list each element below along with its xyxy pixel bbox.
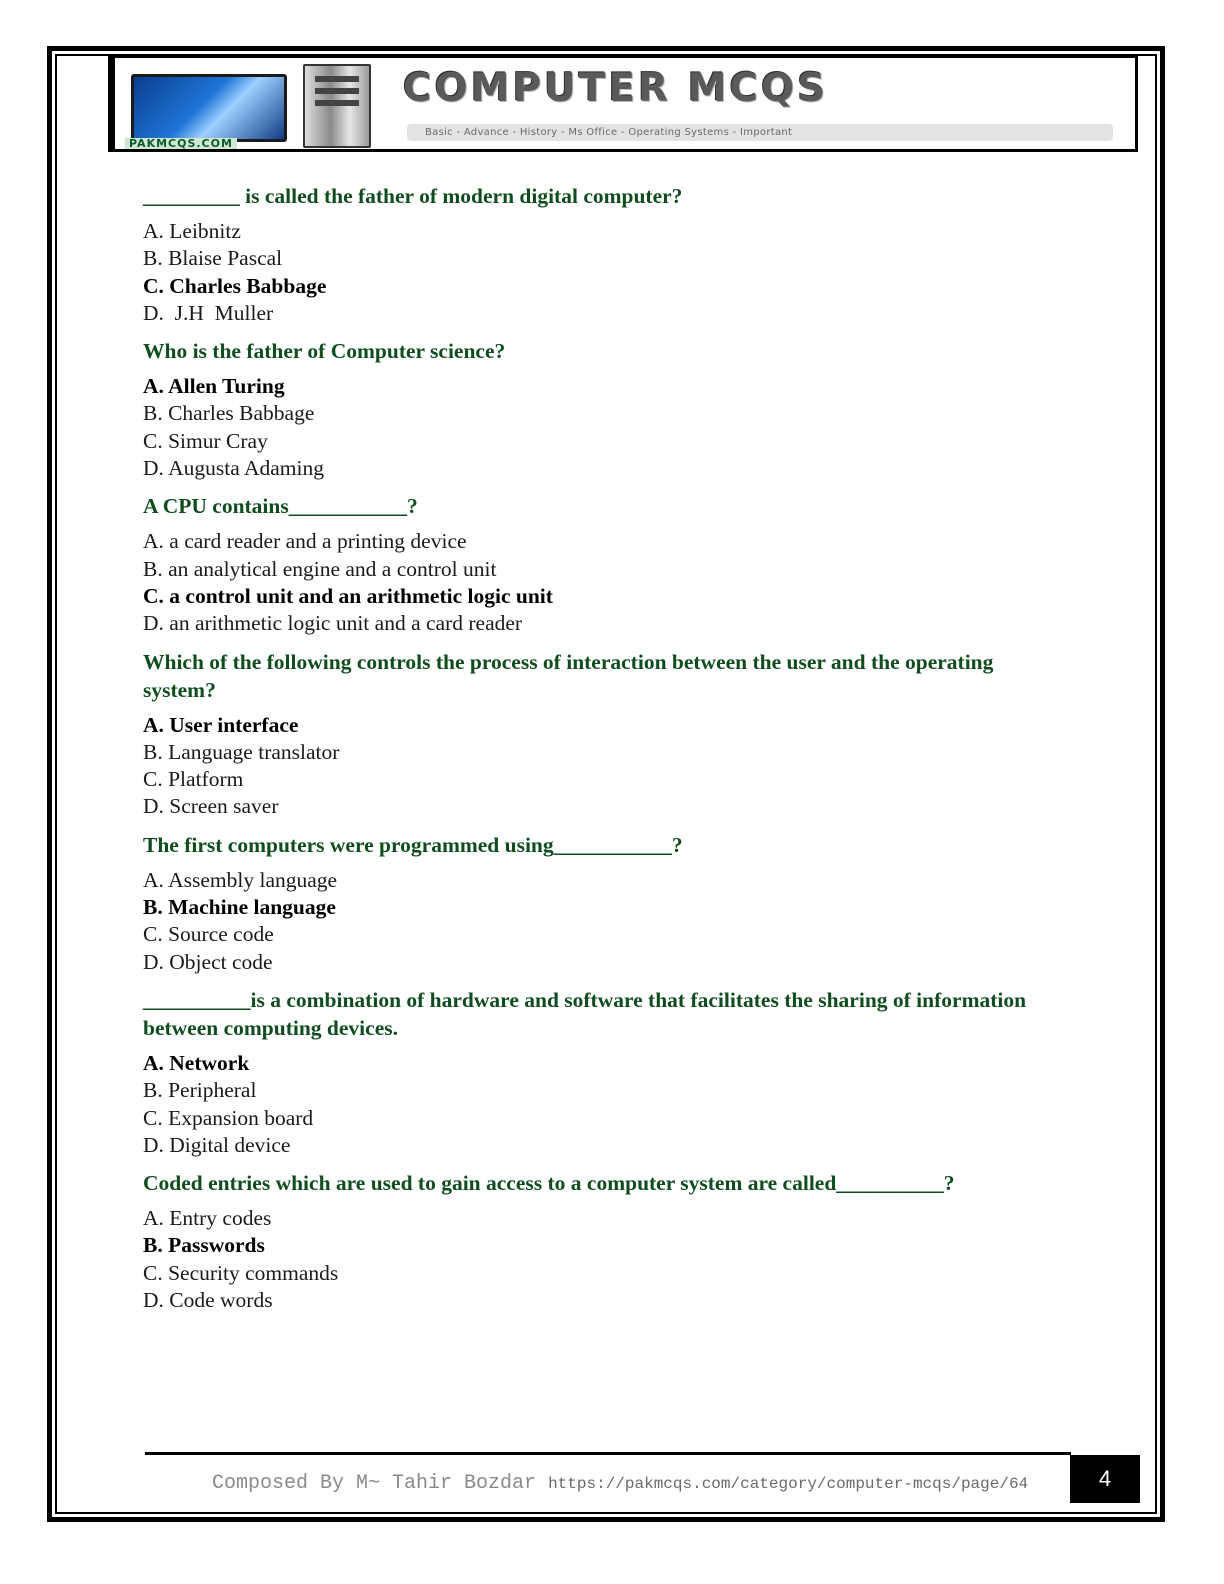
option: B. Peripheral	[143, 1078, 257, 1103]
option: C. Expansion board	[143, 1105, 314, 1130]
question-text: __________is a combination of hardware and software that facilitates the sharing of information between computing devices.	[143, 987, 1027, 1040]
question-text: _________ is called the father of modern digital computer?	[143, 184, 683, 208]
page-number: 4	[1070, 1455, 1140, 1503]
banner-title: COMPUTER MCQS	[403, 66, 829, 111]
option-list	[143, 867, 1043, 976]
option-list	[143, 218, 1043, 327]
option-list	[143, 712, 1043, 821]
option-list	[143, 1205, 1043, 1314]
correct-option: C. a control unit and an arithmetic logic unit	[143, 583, 553, 608]
footer-url[interactable]: https://pakmcqs.com/category/computer-mcqs/page/64	[548, 1475, 1029, 1493]
correct-option: B. Machine language	[143, 895, 336, 920]
header-left-bar	[111, 58, 115, 149]
mcq-item	[143, 648, 1043, 821]
option: C. Source code	[143, 922, 274, 947]
option: A. Assembly language	[143, 867, 338, 892]
mcq-item	[143, 182, 1043, 327]
correct-option: A. User interface	[143, 712, 299, 737]
option-list	[143, 373, 1043, 482]
question-text: The first computers were programmed using___________?	[143, 832, 683, 857]
option: D. Object code	[143, 949, 273, 974]
option: D. Digital device	[143, 1132, 291, 1157]
question-text: Coded entries which are used to gain access to a computer system are called__________?	[143, 1171, 955, 1196]
option: C. Simur Cray	[143, 428, 268, 453]
mcq-list	[143, 182, 1043, 1324]
mcq-item	[143, 831, 1043, 976]
monitor-icon	[131, 74, 287, 142]
option: D. Code words	[143, 1288, 273, 1313]
option: D. Screen saver	[143, 794, 279, 819]
option-list	[143, 528, 1043, 637]
footer	[212, 1472, 1028, 1495]
option: B. Blaise Pascal	[143, 246, 283, 271]
question-text: A CPU contains___________?	[143, 494, 418, 519]
correct-option: A. Network	[143, 1050, 250, 1075]
question-text: Who is the father of Computer science?	[143, 339, 506, 364]
footer-author: Composed By M~ Tahir Bozdar	[212, 1472, 537, 1495]
computer-icon	[125, 60, 375, 142]
mcq-item	[143, 1169, 1043, 1314]
mcq-item	[143, 337, 1043, 482]
correct-option: B. Passwords	[143, 1233, 265, 1258]
header-banner	[108, 56, 1138, 152]
mcq-item	[143, 986, 1043, 1159]
option: B. Charles Babbage	[143, 401, 315, 426]
option: C. Platform	[143, 767, 244, 792]
option-list	[143, 1050, 1043, 1159]
option: B. an analytical engine and a control unit	[143, 556, 497, 581]
option: A. a card reader and a printing device	[143, 529, 467, 554]
option: A. Entry codes	[143, 1206, 272, 1231]
option: D. Augusta Adaming	[143, 456, 324, 481]
option: B. Language translator	[143, 739, 340, 764]
option: D. J.H Muller	[143, 300, 274, 325]
option: C. Security commands	[143, 1260, 339, 1285]
footer-divider	[145, 1452, 1071, 1455]
correct-option: C. Charles Babbage	[143, 273, 327, 298]
tower-icon	[303, 64, 371, 148]
mcq-item	[143, 492, 1043, 637]
option: D. an arithmetic logic unit and a card reader	[143, 611, 523, 636]
banner-subtitle: Basic - Advance - History - Ms Office - Operating Systems - Important	[407, 124, 1113, 141]
brand-logo: PAKMCQS.COM	[125, 138, 237, 150]
option: A. Leibnitz	[143, 219, 241, 243]
question-text: Which of the following controls the process of interaction between the user and the operating system?	[143, 649, 994, 702]
correct-option: A. Allen Turing	[143, 374, 285, 399]
